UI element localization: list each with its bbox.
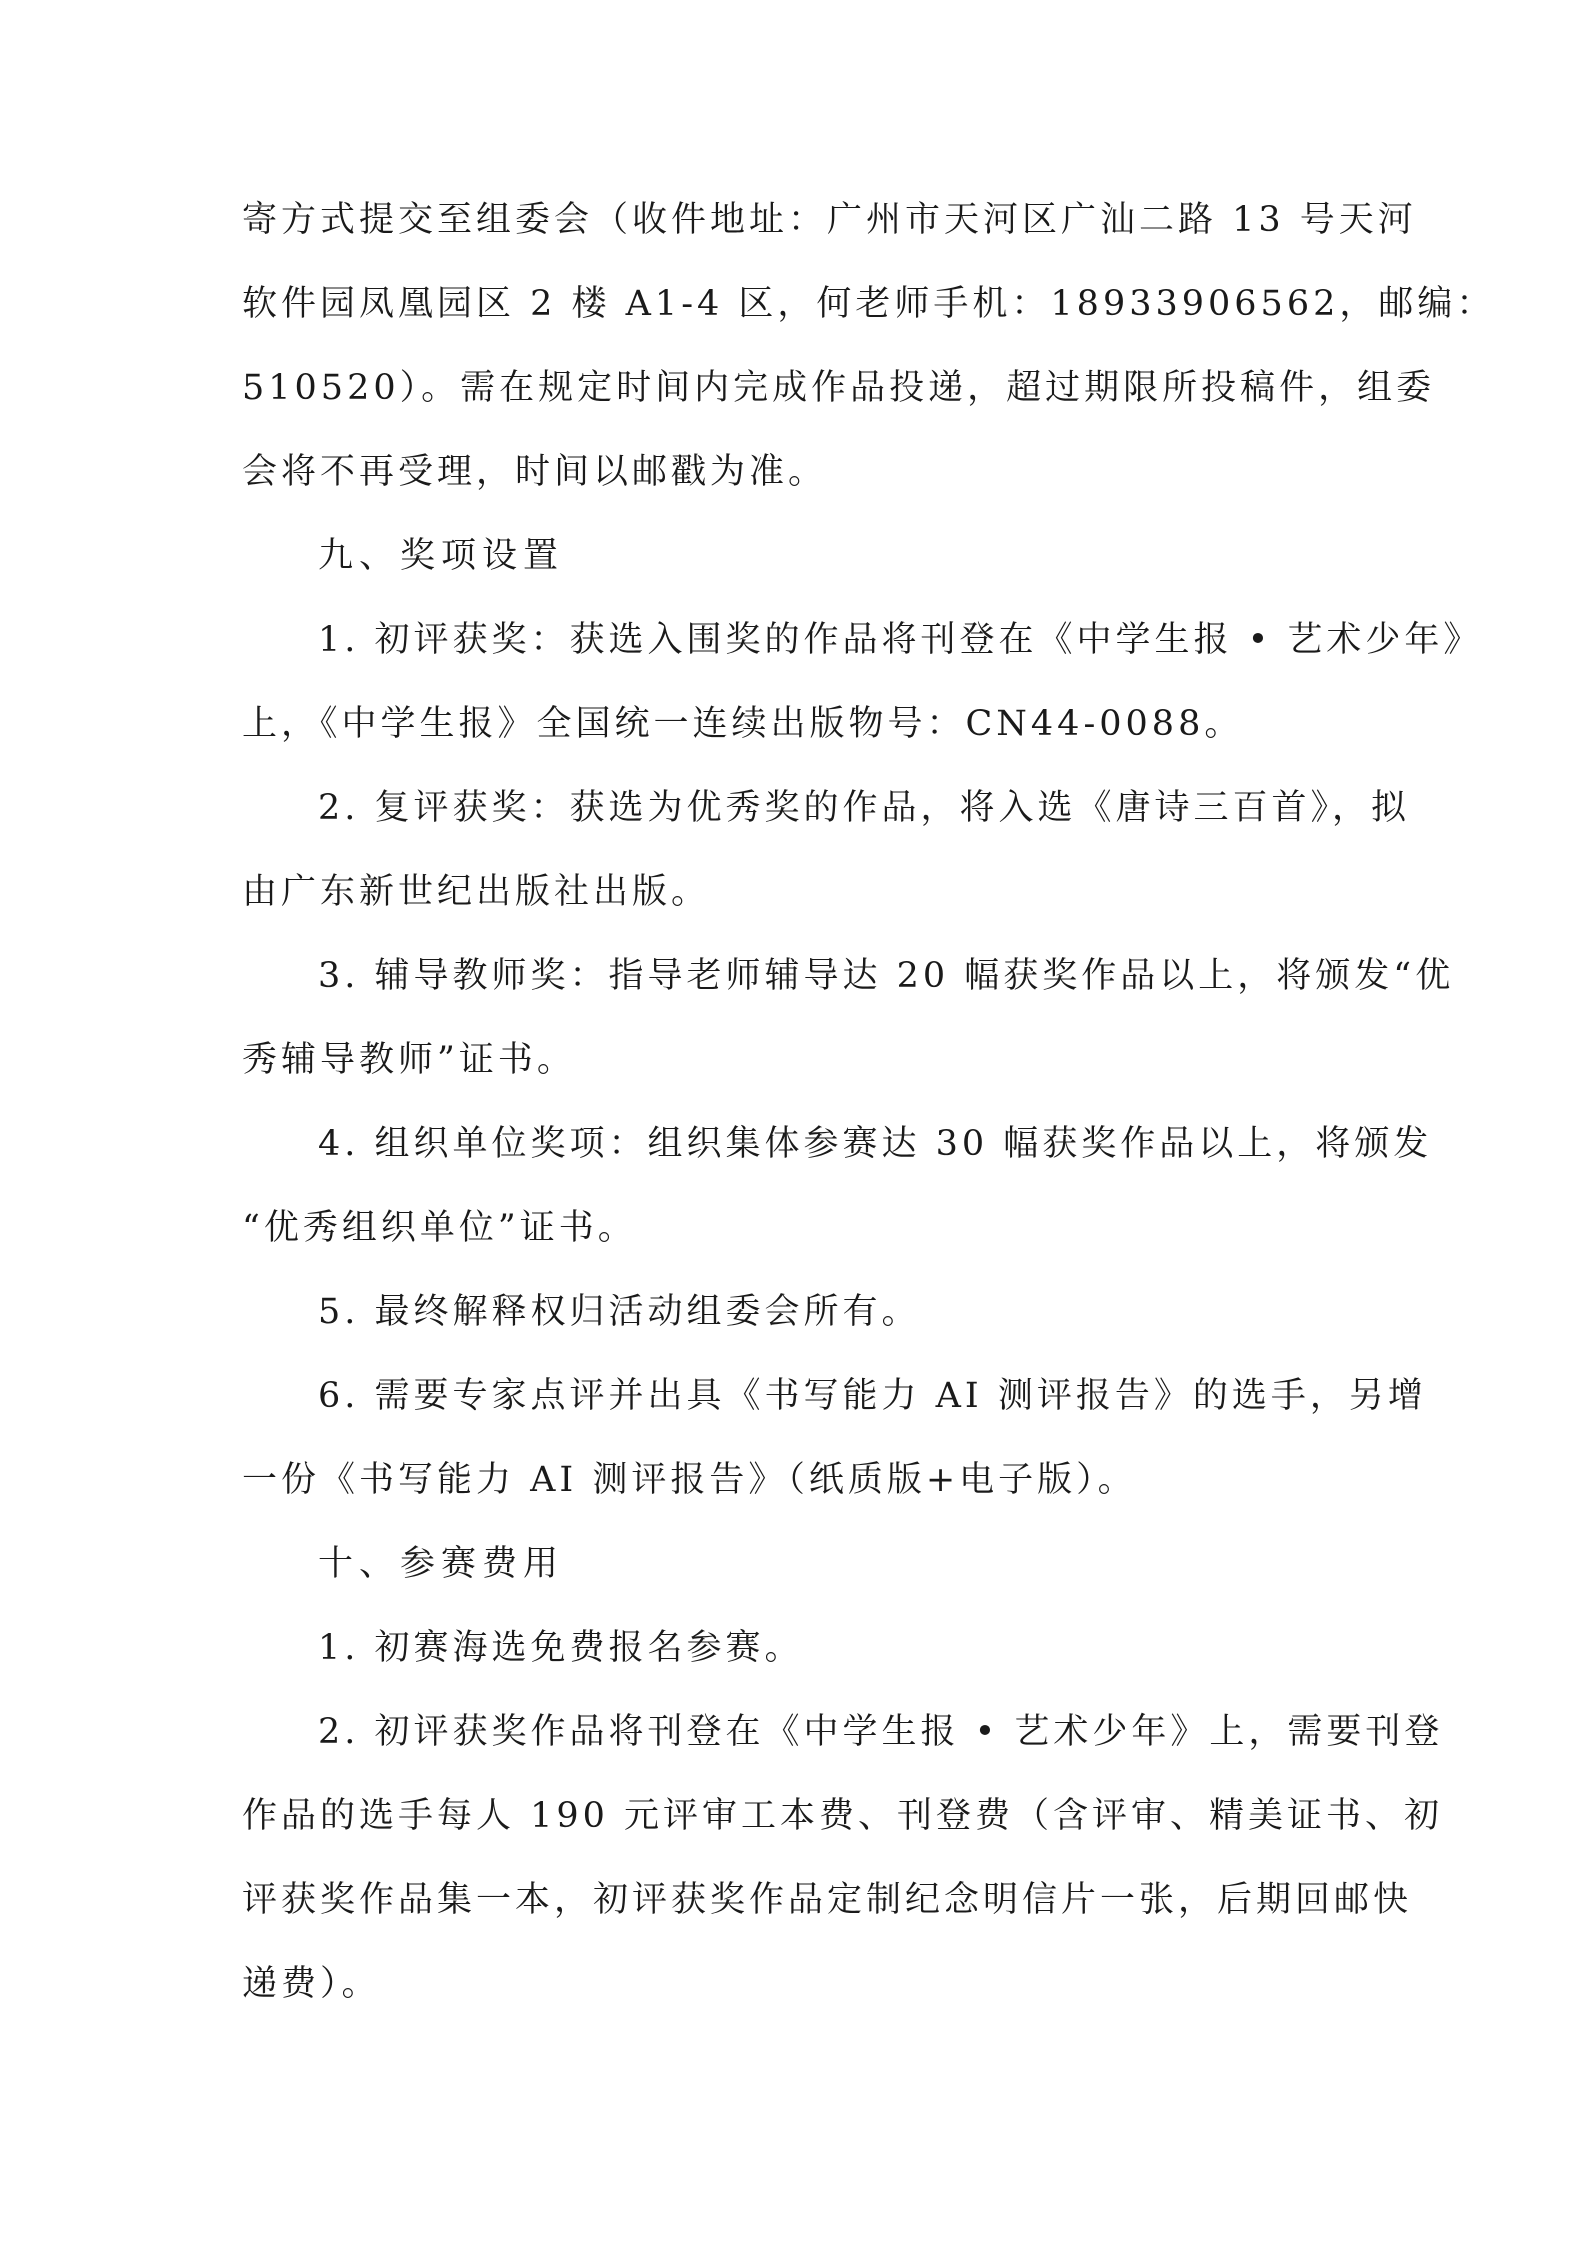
award-item-4-line: “优秀组织单位”证书。 (242, 1208, 637, 1248)
award-item-6-line: 6. 需要专家点评并出具《书写能力 AI 测评报告》的选手，另增 (318, 1376, 1427, 1416)
fee-item-2-line: 2. 初评获奖作品将刊登在《中学生报 • 艺术少年》上，需要刊登 (318, 1712, 1444, 1752)
fee-item-2-line: 评获奖作品集一本，初评获奖作品定制纪念明信片一张，后期回邮快 (242, 1880, 1413, 1920)
award-item-1-line: 上，《中学生报》全国统一连续出版物号：CN44-0088。 (242, 704, 1244, 744)
award-item-2-line: 由广东新世纪出版社出版。 (242, 872, 711, 912)
fee-item-2-line: 作品的选手每人 190 元评审工本费、刊登费（含评审、精美证书、初 (242, 1796, 1444, 1836)
section-heading-fees: 十、参赛费用 (318, 1544, 565, 1584)
award-item-2-line: 2. 复评获奖：获选为优秀奖的作品，将入选《唐诗三百首》，拟 (318, 788, 1411, 828)
fee-item-1-line: 1. 初赛海选免费报名参赛。 (318, 1628, 804, 1668)
paragraph-line: 510520）。需在规定时间内完成作品投递，超过期限所投稿件，组委 (242, 368, 1436, 408)
award-item-3-line: 3. 辅导教师奖：指导老师辅导达 20 幅获奖作品以上，将颁发“优 (318, 956, 1455, 996)
award-item-5-line: 5. 最终解释权归活动组委会所有。 (318, 1292, 921, 1332)
award-item-6-line: 一份《书写能力 AI 测评报告》（纸质版+电子版）。 (242, 1460, 1137, 1500)
section-heading-awards: 九、奖项设置 (318, 536, 565, 576)
award-item-3-line: 秀辅导教师”证书。 (242, 1040, 576, 1080)
award-item-1-line: 1. 初评获奖：获选入围奖的作品将刊登在《中学生报 • 艺术少年》 (318, 620, 1483, 660)
paragraph-line: 会将不再受理，时间以邮戳为准。 (242, 452, 828, 492)
award-item-4-line: 4. 组织单位奖项：组织集体参赛达 30 幅获奖作品以上，将颁发 (318, 1124, 1433, 1164)
paragraph-line: 软件园凤凰园区 2 楼 A1-4 区，何老师手机：18933906562，邮编： (242, 284, 1496, 324)
fee-item-2-line: 递费）。 (242, 1964, 381, 2004)
paragraph-line: 寄方式提交至组委会（收件地址：广州市天河区广汕二路 13 号天河 (242, 200, 1417, 240)
